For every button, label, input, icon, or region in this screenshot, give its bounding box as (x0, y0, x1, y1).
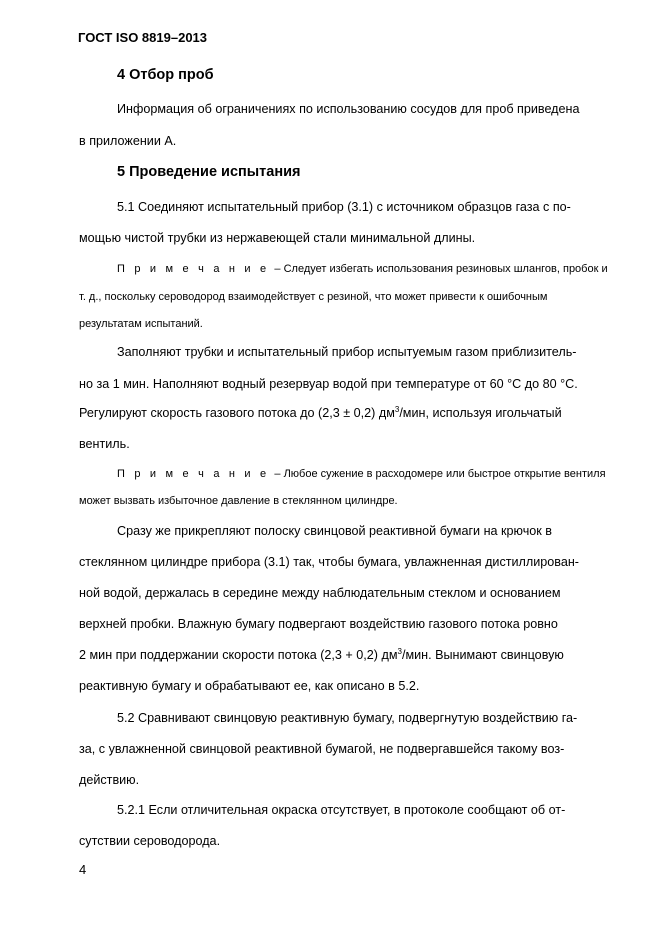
section-4-text-line: в приложении А. (79, 134, 177, 148)
paragraph-line: ной водой, держалась в середине между наблюдательным стеклом и основанием (79, 586, 561, 600)
text-part: Регулируют скорость газового потока до (2,3 ± 0,2) дм (79, 406, 395, 420)
note-2-line: может вызвать избыточное давление в стеклянном цилиндре. (79, 495, 398, 507)
paragraph-5-2-line: за, с увлажненной свинцовой реактивной бумагой, не подвергавшейся такому воз- (79, 742, 565, 756)
paragraph-line: стеклянном цилиндре прибора (3.1) так, чтобы бумага, увлажненная дистиллирован- (79, 555, 579, 569)
paragraph-line (79, 406, 615, 420)
paragraph-5-1-line: 5.1 Соединяют испытательный прибор (3.1) с источником образцов газа с по- (117, 200, 571, 214)
section-4-title: 4 Отбор проб (117, 67, 214, 83)
paragraph-5-2-line: действию. (79, 773, 140, 787)
text-part: 2 мин при поддержании скорости потока (2,3 + 0,2) дм (79, 648, 398, 662)
paragraph-5-2-line: 5.2 Сравнивают свинцовую реактивную бумагу, подвергнутую воздействию га- (117, 711, 578, 725)
paragraph-5-1-line: мощью чистой трубки из нержавеющей стали минимальной длины. (79, 231, 476, 245)
superscript: 3 (394, 404, 400, 414)
note-1-line: результатам испытаний. (79, 318, 203, 330)
paragraph-5-2-1-line: сутствии сероводорода. (79, 834, 221, 848)
note-label: П р и м е ч а н и е (117, 468, 270, 480)
page-number: 4 (79, 862, 87, 877)
paragraph-line (79, 648, 615, 662)
paragraph-line: но за 1 мин. Наполняют водный резервуар водой при температуре от 60 °С до 80 °С. (79, 377, 578, 391)
note-2-line (117, 468, 615, 480)
paragraph-line: вентиль. (79, 437, 130, 451)
note-text: – Следует избегать использования резиновых шлангов, пробок и (274, 263, 608, 275)
text-part: /мин. Вынимают свинцовую (401, 648, 564, 662)
note-1-line (117, 263, 615, 275)
note-text: – Любое сужение в расходомере или быстрое открытие вентиля (274, 468, 606, 480)
text-part: /мин, используя игольчатый (399, 406, 562, 420)
section-5-title: 5 Проведение испытания (117, 164, 301, 180)
document-header: ГОСТ ISO 8819–2013 (78, 30, 208, 45)
paragraph-line: Заполняют трубки и испытательный прибор испытуемым газом приблизитель- (117, 345, 577, 359)
paragraph-line: Сразу же прикрепляют полоску свинцовой реактивной бумаги на крючок в (117, 524, 552, 538)
paragraph-5-2-1-line: 5.2.1 Если отличительная окраска отсутствует, в протоколе сообщают об от- (117, 803, 566, 817)
superscript: 3 (397, 646, 402, 656)
note-label: П р и м е ч а н и е (117, 263, 270, 275)
section-4-text-line: Информация об ограничениях по использованию сосудов для проб приведена (117, 102, 580, 116)
paragraph-line: верхней пробки. Влажную бумагу подвергают воздействию газового потока ровно (79, 617, 558, 631)
note-1-line: т. д., поскольку сероводород взаимодействует с резиной, что может привести к ошибочным (79, 291, 548, 303)
paragraph-line: реактивную бумагу и обрабатывают ее, как описано в 5.2. (79, 679, 420, 693)
